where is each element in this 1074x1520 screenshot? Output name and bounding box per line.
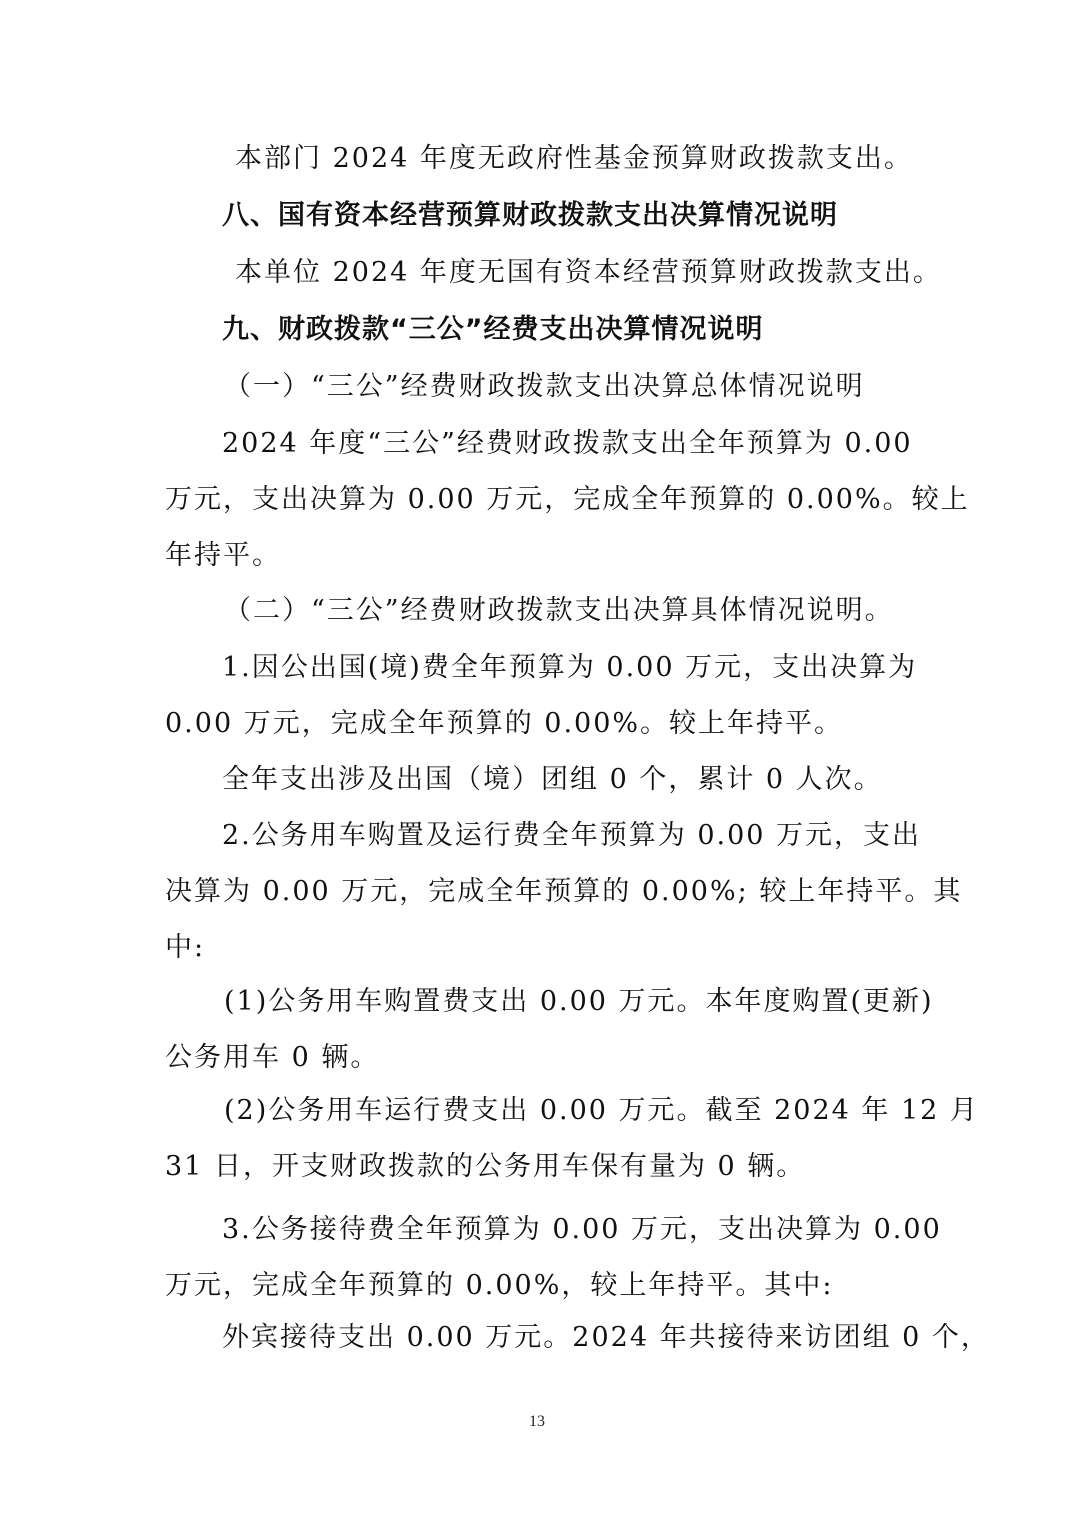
subsection-heading-1: （一）“三公”经费财政拨款支出决算总体情况说明 [224,371,865,402]
page-number: 13 [529,1413,545,1430]
paragraph-line: 3.公务接待费全年预算为 0.00 万元，支出决算为 0.00 [222,1214,942,1245]
paragraph-line: 本部门 2024 年度无政府性基金预算财政拨款支出。 [235,143,913,174]
paragraph-line: 31 日，开支财政拨款的公务用车保有量为 0 辆。 [165,1151,806,1182]
section-heading-9: 九、财政拨款“三公”经费支出决算情况说明 [222,314,764,345]
paragraph-line: 1.因公出国(境)费全年预算为 0.00 万元，支出决算为 [222,652,918,683]
paragraph-line: 万元，完成全年预算的 0.00%，较上年持平。其中: [165,1270,834,1301]
paragraph-line: (2)公务用车运行费支出 0.00 万元。截至 2024 年 12 月 [224,1095,979,1126]
paragraph-line: 2024 年度“三公”经费财政拨款支出全年预算为 0.00 [222,428,913,459]
paragraph-line: 万元，支出决算为 0.00 万元，完成全年预算的 0.00%。较上 [165,484,970,515]
paragraph-line: 中: [165,932,206,963]
paragraph-line: 2.公务用车购置及运行费全年预算为 0.00 万元，支出 [222,820,922,851]
paragraph-line: (1)公务用车购置费支出 0.00 万元。本年度购置(更新) [224,986,934,1017]
paragraph-line: 公务用车 0 辆。 [165,1042,380,1073]
paragraph-line: 0.00 万元，完成全年预算的 0.00%。较上年持平。 [165,708,844,739]
paragraph-line: 本单位 2024 年度无国有资本经营预算财政拨款支出。 [235,257,942,288]
paragraph-line: 决算为 0.00 万元，完成全年预算的 0.00%; 较上年持平。其 [165,876,963,907]
subsection-heading-2: （二）“三公”经费财政拨款支出决算具体情况说明。 [224,595,894,626]
paragraph-line: 年持平。 [165,540,281,571]
section-heading-8: 八、国有资本经营预算财政拨款支出决算情况说明 [222,200,838,231]
paragraph-line: 外宾接待支出 0.00 万元。2024 年共接待来访团组 0 个， [222,1322,990,1353]
paragraph-line: 全年支出涉及出国（境）团组 0 个，累计 0 人次。 [222,764,883,795]
